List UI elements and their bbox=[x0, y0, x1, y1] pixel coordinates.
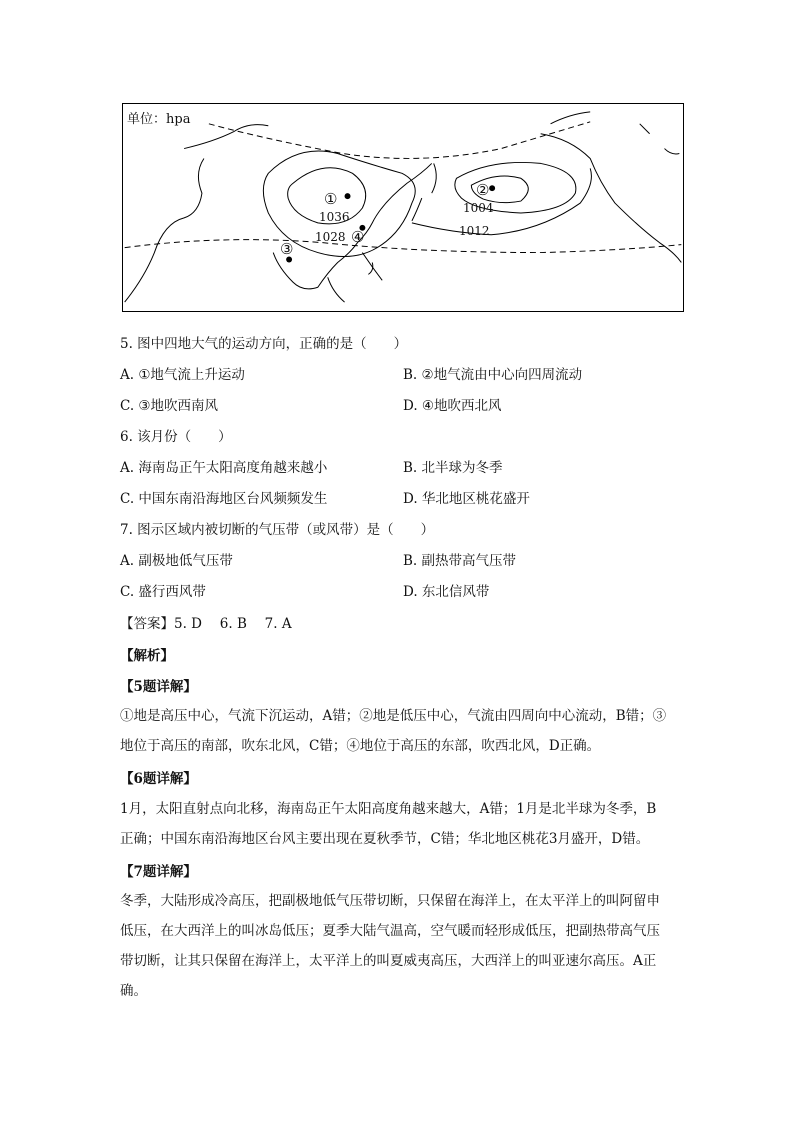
detail-5-line-1: ①地是高压中心，气流下沉运动，A错；②地是低压中心，气流由四周向中心流动，B错；③ bbox=[120, 708, 667, 724]
q5-option-d: D. ④地吹西北风 bbox=[403, 398, 502, 414]
detail-7-line-4: 确。 bbox=[120, 983, 147, 999]
detail-5-body bbox=[120, 701, 676, 761]
detail-5-heading: 【5题详解】 bbox=[120, 679, 197, 695]
answer-line: 【答案】5. D 6. B 7. A bbox=[120, 616, 292, 632]
q7-option-d: D. 东北信风带 bbox=[403, 584, 490, 600]
q7-option-c: C. 盛行西风带 bbox=[120, 584, 206, 600]
q5-option-c: C. ③地吹西南风 bbox=[120, 398, 219, 414]
detail-5-line-2: 地位于高压的南部，吹东北风，C错；④地位于高压的东部，吹西北风，D正确。 bbox=[120, 738, 601, 754]
detail-6-line-2: 正确；中国东南沿海地区台风主要出现在夏秋季节，C错；华北地区桃花3月盛开，D错。 bbox=[120, 831, 650, 847]
isobar-1004-label: 1004 bbox=[463, 201, 494, 215]
detail-7-line-3: 带切断，让其只保留在海洋上，太平洋上的叫夏威夷高压，大西洋上的叫亚速尔高压。A正 bbox=[120, 953, 657, 969]
q6-option-d: D. 华北地区桃花盛开 bbox=[403, 491, 530, 507]
q5-stem: 5. 图中四地大气的运动方向，正确的是（ ） bbox=[120, 336, 408, 352]
q6-option-a: A. 海南岛正午太阳高度角越来越小 bbox=[120, 460, 328, 476]
detail-7-line-1: 冬季，大陆形成冷高压，把副极地低气压带切断，只保留在海洋上，在太平洋上的叫阿留申 bbox=[120, 893, 660, 909]
map-unit-label: 单位：hpa bbox=[127, 108, 192, 127]
isobar-1012-label: 1012 bbox=[459, 224, 490, 238]
isobar-map bbox=[122, 103, 684, 312]
q7-stem: 7. 图示区域内被切断的气压带（或风带）是（ ） bbox=[120, 522, 435, 538]
point-2-label: ② bbox=[476, 181, 490, 199]
point-4-label: ④ bbox=[351, 228, 365, 246]
q6-option-b: B. 北半球为冬季 bbox=[403, 460, 503, 476]
detail-7-body bbox=[120, 886, 676, 1006]
map-drawing bbox=[123, 104, 683, 311]
point-3-label: ③ bbox=[280, 240, 294, 258]
q5-option-a: A. ①地气流上升运动 bbox=[120, 367, 245, 383]
isobar-1036-label: 1036 bbox=[319, 210, 350, 224]
detail-6-line-1: 1月，太阳直射点向北移，海南岛正午太阳高度角越来越大，A错；1月是北半球为冬季，B bbox=[120, 801, 657, 817]
detail-7-line-2: 低压，在大西洋上的叫冰岛低压；夏季大陆气温高，空气暖而轻形成低压，把副热带高气压 bbox=[120, 923, 660, 939]
point-1-label: ① bbox=[324, 190, 338, 208]
q6-stem: 6. 该月份（ ） bbox=[120, 429, 232, 445]
detail-6-heading: 【6题详解】 bbox=[120, 771, 197, 787]
detail-6-body bbox=[120, 794, 676, 854]
analysis-heading: 【解析】 bbox=[120, 648, 174, 664]
detail-7-heading: 【7题详解】 bbox=[120, 864, 197, 880]
q5-option-b: B. ②地气流由中心向四周流动 bbox=[403, 367, 583, 383]
q7-option-a: A. 副极地低气压带 bbox=[120, 553, 233, 569]
q7-option-b: B. 副热带高气压带 bbox=[403, 553, 517, 569]
isobar-1028-label: 1028 bbox=[315, 230, 346, 244]
q6-option-c: C. 中国东南沿海地区台风频频发生 bbox=[120, 491, 328, 507]
